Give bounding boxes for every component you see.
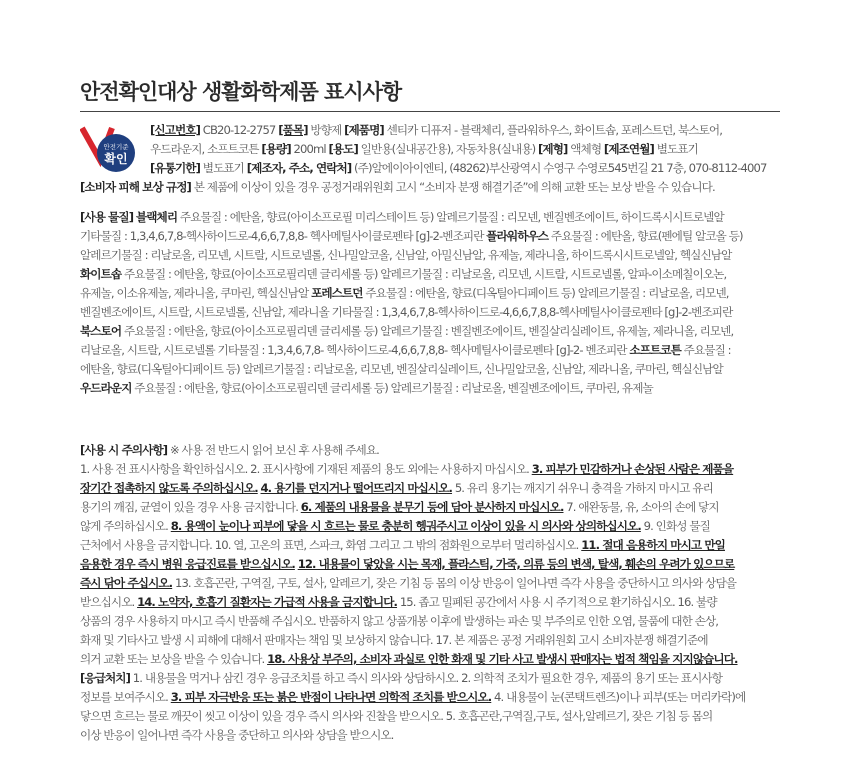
emphasis-text: 화이트솝 bbox=[80, 267, 122, 281]
body-text: 의거 교환 또는 보상을 받을 수 있습니다. bbox=[80, 652, 268, 666]
volume-value: 200ml bbox=[290, 142, 329, 156]
body-text: 주요물질 : 에탄올, 향료(아이소프로필 미리스테이트 등) 알레르기물질 : 리모넨, 벤질벤조에이트, 하이드록시시트로넬알 bbox=[177, 210, 724, 224]
body-text: 주요물질 : 에탄올, 향료(아이소프로필리덴 글리세롤 등) 알레르기물질 : 벤질벤조에이트, 벤질살리실레이트, 유제놀, 제라니올, 리모넨, bbox=[121, 324, 734, 338]
volume-label: [용량] bbox=[261, 142, 291, 156]
report-number-label: [신고번호] bbox=[150, 123, 200, 137]
text-line bbox=[80, 574, 745, 593]
badge-small-text: 안전기준 bbox=[103, 143, 129, 151]
usage-cautions-section bbox=[80, 441, 745, 745]
manufacture-date-value: 별도표기 bbox=[653, 142, 698, 156]
emphasis-text: 18. 사용상 부주의, 소비자 과실로 인한 화재 및 기타 사고 발생시 판매자는 법적 책임을 지지않습니다. bbox=[267, 652, 738, 666]
emphasis-text: 소프트코튼 bbox=[629, 343, 681, 357]
consumer-compensation-text: 본 제품에 이상이 있을 경우 공정거래위원회 고시 “소비자 분쟁 해결기준”에 의해 교환 또는 보상 받을 수 있습니다. bbox=[190, 180, 715, 194]
info-line-2 bbox=[150, 140, 782, 159]
text-line bbox=[80, 726, 745, 745]
consumer-compensation bbox=[80, 178, 715, 197]
text-line bbox=[80, 246, 743, 265]
info-line-3 bbox=[150, 159, 782, 178]
emphasis-text: 포레스트던 bbox=[311, 286, 363, 300]
body-text: 유제놀, 이소유제놀, 제라니올, 쿠마린, 헥실신남알 bbox=[80, 286, 312, 300]
body-text: 상품의 경우 사용하지 마시고 즉시 반품해 주십시오. 반품하지 않고 상품개봉 이후에 발생하는 파손 및 부주의로 인한 오염, 물품에 대한 손상, bbox=[80, 614, 719, 628]
body-text: 15. 좁고 밀폐된 공간에서 사용 시 주기적으로 환기하십시오. 16. 불량 bbox=[397, 595, 717, 609]
body-text: 1. 내용물을 먹거나 삼킨 경우 응급조치를 하고 즉시 의사와 상담하시오. 2. 의학적 조치가 필요한 경우, 제품의 용기 또는 표시사항 bbox=[130, 671, 722, 685]
emphasis-text: 14. 노약자, 호흡기 질환자는 가급적 사용을 금지합니다. bbox=[137, 595, 398, 609]
text-line bbox=[80, 322, 743, 341]
text-line bbox=[80, 227, 743, 246]
emphasis-text: 3. 피부 자극반응 또는 붉은 반점이 나타나면 의학적 조치를 받으시오. bbox=[170, 690, 492, 704]
text-line bbox=[80, 460, 745, 479]
expiry-value: 별도표기 bbox=[200, 161, 247, 175]
body-text: 화재 및 기타사고 발생 시 피해에 대해서 판매자는 책임 및 보상하지 않습니다. 17. 본 제품은 공정 거래위원회 고시 소비자분쟁 해결기준에 bbox=[80, 633, 708, 647]
item-label: [품목] bbox=[278, 123, 308, 137]
text-line bbox=[80, 265, 743, 284]
body-text: 근처에서 사용을 금지합니다. 10. 열, 고온의 표면, 스파크, 화염 그리고 그 밖의 점화원으로부터 멀리하십시오. bbox=[80, 538, 582, 552]
body-text: 벤질벤조에이트, 시트랄, 시트로넬롤, 신남알, 제라니올 기타물질 : 1,3,4,6,7,8-헥사하이드로-4,6,6,7,8,8-헥사메틸사이클로펜타 [g]-2-벤조피란 bbox=[80, 305, 733, 319]
emphasis-text: 장기간 접촉하지 않도록 주의하십시오. bbox=[80, 481, 258, 495]
text-line bbox=[80, 688, 745, 707]
product-name-label: [제품명] bbox=[344, 123, 384, 137]
emphasis-text: 6. 제품의 내용물을 분무기 등에 담아 분사하지 마십시오. bbox=[300, 500, 564, 514]
body-text: 1. 사용 전 표시사항을 확인하십시오. 2. 표시사항에 기재된 제품의 용도 외에는 사용하지 마십시오. bbox=[80, 462, 532, 476]
text-line bbox=[80, 303, 743, 322]
use-label: [용도] bbox=[328, 142, 358, 156]
text-line bbox=[80, 650, 745, 669]
emphasis-text: [응급처치] bbox=[80, 671, 130, 685]
emphasis-text: 플라워하우스 bbox=[486, 229, 549, 243]
body-text: 9. 인화성 물질 bbox=[640, 519, 710, 533]
body-text: 받으십시오. bbox=[80, 595, 138, 609]
body-text: 알레르기물질 : 리날로올, 리모넨, 시트랄, 시트로넬롤, 신나밀알코올, 신남알, 아밀신남알, 유제놀, 제라니올, 하이드록시시트로넬알, 헥실신남알 bbox=[80, 248, 732, 262]
body-text: 4. 내용물이 눈(콘택트렌즈)이나 피부(또는 머리카락)에 bbox=[491, 690, 746, 704]
text-line bbox=[80, 555, 745, 574]
text-line bbox=[80, 631, 745, 650]
body-text: 닿으면 흐르는 물로 깨끗이 씻고 이상이 있을 경우 즉시 의사와 진찰을 받으시오. 5. 호흡곤란,구역질,구토, 설사,알레르기, 잦은 기침 등 몸의 bbox=[80, 709, 713, 723]
body-text: 주요물질 : 에탄올, 향료(펜에틸 알코올 등) bbox=[548, 229, 743, 243]
report-number-value: CB20-12-2757 bbox=[200, 123, 279, 137]
page-title: 안전확인대상 생활화학제품 표시사항 bbox=[80, 80, 402, 104]
emphasis-text: [사용 시 주의사항] bbox=[80, 443, 168, 457]
emphasis-text: 11. 절대 음용하지 마시고 만일 bbox=[581, 538, 725, 552]
badge-large-text: 확인 bbox=[104, 152, 128, 166]
emphasis-text: 3. 피부가 민감하거나 손상된 사람은 제품을 bbox=[531, 462, 734, 476]
manufacturer-label: [제조자, 주소, 연락처] bbox=[246, 161, 352, 175]
product-name-value: 센티카 디퓨저 - 블랙체리, 플라워하우스, 화이트솝, 포레스트던, 북스토어, bbox=[383, 123, 722, 137]
body-text: 주요물질 : bbox=[680, 343, 731, 357]
text-line bbox=[80, 341, 743, 360]
body-text: 7. 애완동물, 유, 소아의 손에 닿지 bbox=[563, 500, 719, 514]
text-line bbox=[80, 707, 745, 726]
body-text: 주요물질 : 에탄올, 향료(아이소프로필리덴 글리세롤 등) 알레르기물질 : 리날로올, 리모넨, 시트랄, 시트로넬롤, 알파-이소메칠이오논, bbox=[121, 267, 727, 281]
text-line bbox=[80, 612, 745, 631]
text-line bbox=[80, 498, 745, 517]
text-line bbox=[80, 593, 745, 612]
text-line bbox=[80, 360, 743, 379]
emphasis-text: 즉시 닦아 주십시오. bbox=[80, 576, 173, 590]
body-text: 5. 유리 용기는 깨지기 쉬우니 충격을 가하지 마시고 유리 bbox=[452, 481, 713, 495]
body-text: 리날로올, 시트랄, 시트로넬롤 기타물질 : 1,3,4,6,7,8- 헥사하이드로-4,6,6,7,8,8- 헥사메틸사이클로펜타 [g]-2- 벤조피란 bbox=[80, 343, 630, 357]
use-value: 일반용(실내공간용), 자동차용(실내용) bbox=[357, 142, 539, 156]
manufacture-date-label: [제조연월] bbox=[603, 142, 654, 156]
emphasis-text: 블랙체리 bbox=[135, 210, 178, 224]
body-text: 주요물질 : 에탄올, 향료(아이소프로필리덴 글리세롤 등) 알레르기물질 : 리날로올, 벤질벤조에이트, 쿠마린, 유제놀 bbox=[131, 381, 653, 395]
section-label: [사용 물질] bbox=[80, 210, 134, 224]
text-line bbox=[80, 479, 745, 498]
text-line bbox=[80, 441, 745, 460]
text-line bbox=[80, 379, 743, 398]
body-text: 이상 반응이 일어나면 즉각 사용을 중단하고 의사와 상담을 받으시오. bbox=[80, 728, 394, 742]
emphasis-text: 12. 내용물이 닿았을 시는 목재, 플라스틱, 가죽, 의류 등의 변색, 탈색, 훼손의 우려가 있으므로 bbox=[297, 557, 735, 571]
body-text: ※ 사용 전 반드시 읽어 보신 후 사용해 주세요. bbox=[167, 443, 379, 457]
body-text: 에탄올, 향료(디옥틸아디페이트 등) 알레르기물질 : 리날로올, 리모넨, 벤질살리실레이트, 신나밀알코올, 신남알, 제라니올, 쿠마린, 헥실신남알 bbox=[80, 362, 723, 376]
text-line bbox=[80, 536, 745, 555]
form-label: [제형] bbox=[538, 142, 568, 156]
body-text: 13. 호흡곤란, 구역질, 구토, 설사, 알레르기, 잦은 기침 등 몸의 이상 반응이 일어나면 즉각 사용을 중단하시고 의사와 상담을 bbox=[172, 576, 737, 590]
text-line bbox=[80, 517, 745, 536]
used-substances-section bbox=[80, 208, 743, 398]
body-text: 기타물질 : 1,3,4,6,7,8-헥사하이드로-4,6,6,7,8,8- 헥사메틸사이클로펜타 [g]-2-벤조피란 bbox=[80, 229, 487, 243]
body-text: 용기의 깨짐, 균열이 있을 경우 사용 금지합니다. bbox=[80, 500, 301, 514]
product-info-block bbox=[150, 121, 782, 178]
consumer-compensation-label: [소비자 피해 보상 규정] bbox=[80, 180, 191, 194]
text-line bbox=[80, 208, 743, 227]
emphasis-text: 음용한 경우 즉시 병원 응급진료를 받으십시오. bbox=[80, 557, 295, 571]
expiry-label: [유통기한] bbox=[150, 161, 200, 175]
text-line bbox=[80, 669, 745, 688]
item-value: 방향제 bbox=[307, 123, 345, 137]
emphasis-text: 4. 용기를 던지거나 떨어뜨리지 마십시오. bbox=[260, 481, 453, 495]
emphasis-text: 8. 용액이 눈이나 피부에 닿을 시 흐르는 물로 충분히 헹궈주시고 이상이 있을 시 의사와 상의하십시오. bbox=[170, 519, 641, 533]
title-divider bbox=[80, 111, 780, 112]
emphasis-text: 북스토어 bbox=[80, 324, 122, 338]
body-text: 않게 주의하십시오. bbox=[80, 519, 171, 533]
text-line bbox=[80, 284, 743, 303]
info-line-1 bbox=[150, 121, 782, 140]
body-text: 주요물질 : 에탄올, 향료(디옥틸아디페이트 등) 알레르기물질 : 리날로올, 리모넨, bbox=[362, 286, 729, 300]
body-text: 정보를 보여주시오. bbox=[80, 690, 171, 704]
product-name-value-cont: 우드라운지, 소프트코튼 bbox=[150, 142, 262, 156]
manufacturer-value: (주)알에이아이엔티, (48262)부산광역시 수영구 수영로545번길 21 7층, 070-8112-4007 bbox=[351, 161, 767, 175]
emphasis-text: 우드라운지 bbox=[80, 381, 132, 395]
safety-confirmed-badge-icon bbox=[80, 122, 138, 174]
form-value: 액체형 bbox=[567, 142, 604, 156]
